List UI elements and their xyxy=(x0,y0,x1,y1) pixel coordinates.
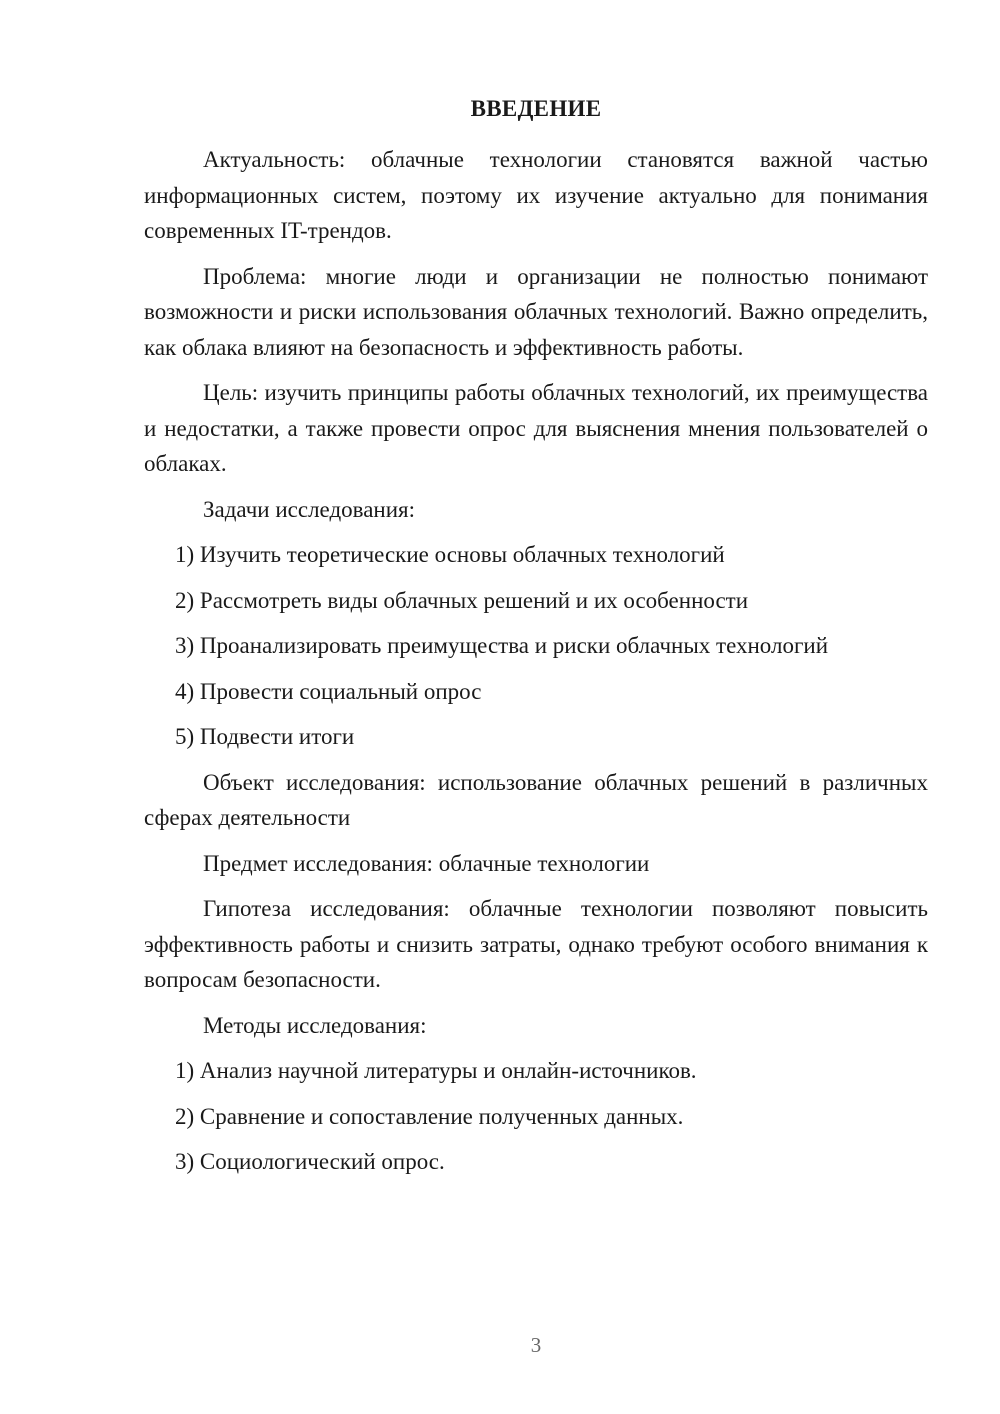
method-item: 1) Анализ научной литературы и онлайн-источников. xyxy=(175,1058,697,1083)
document-body xyxy=(144,142,928,1190)
method-item: 3) Социологический опрос. xyxy=(175,1149,445,1174)
methods-label: Методы исследования: xyxy=(203,1012,427,1038)
tasks-label: Задачи исследования: xyxy=(203,496,416,522)
method-item: 2) Сравнение и сопоставление полученных данных. xyxy=(175,1103,684,1129)
task-item: 5) Подвести итоги xyxy=(175,724,355,749)
section-heading: ВВЕДЕНИЕ xyxy=(470,96,602,121)
subject-paragraph: Предмет исследования: облачные технологии xyxy=(203,850,650,876)
relevance-paragraph: Актуальность: облачные технологии становятся важной частью информационных систем, поэтому их изучение актуально для понимания современных IT-трендов. xyxy=(144,147,928,243)
page-number: 3 xyxy=(530,1333,542,1357)
hypothesis-paragraph: Гипотеза исследования: облачные технологии позволяют повысить эффективность работы и снизить затраты, однако требуют особого внимания к вопросам безопасности. xyxy=(144,896,928,992)
problem-paragraph: Проблема: многие люди и организации не полностью понимают возможности и риски использования облачных технологий. Важно определить, как облака влияют на безопасность и эффективность работы. xyxy=(144,263,928,360)
object-paragraph: Объект исследования: использование облачных решений в различных сферах деятельности xyxy=(144,769,928,830)
task-item: 1) Изучить теоретические основы облачных технологий xyxy=(175,542,725,567)
task-item: 4) Провести социальный опрос xyxy=(175,678,482,704)
goal-paragraph: Цель: изучить принципы работы облачных технологий, их преимущества и недостатки, а также провести опрос для выяснения мнения пользователей о облаках. xyxy=(144,380,928,476)
task-item: 3) Проанализировать преимущества и риски облачных технологий xyxy=(175,633,829,658)
task-item: 2) Рассмотреть виды облачных решений и их особенности xyxy=(175,587,749,613)
